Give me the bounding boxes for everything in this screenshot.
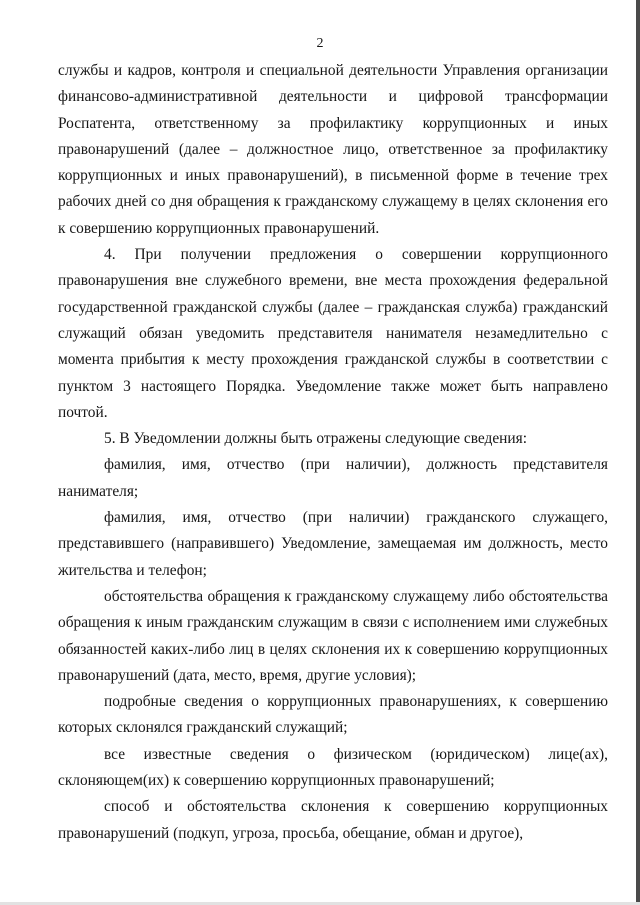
paragraph-item-5: 5. В Уведомлении должны быть отражены следующие сведения: — [104, 430, 528, 448]
list-item-employee-details: фамилия, имя, отчество (при наличии) гражданского служащего, представившего (направившего) Уведомление, замещаемая им должность, место жительства и телефон; — [58, 509, 608, 579]
list-item-offense-details: подробные сведения о коррупционных правонарушениях, к совершению которых склонялся гражданский служащий; — [58, 693, 608, 737]
document-body — [58, 58, 608, 847]
paragraph-continuation: службы и кадров, контроля и специальной деятельности Управления организации финансово-административной деятельности и цифровой трансформации Роспатента, ответственному за профилактику коррупционных и иных правонарушений (далее – должностное лицо, ответственное за профилактику коррупционных и иных правонарушений), в письменной форме в течение трех рабочих дней со дня обращения к гражданскому служащему в целях склонения его к совершению коррупционных правонарушений. — [58, 62, 608, 237]
page-number: 2 — [316, 36, 324, 51]
scan-edge-shadow — [636, 0, 640, 905]
list-item-employer-representative: фамилия, имя, отчество (при наличии), должность представителя нанимателя; — [58, 456, 608, 500]
paragraph-item-4: 4. При получении предложения о совершении коррупционного правонарушения вне служебного времени, вне места прохождения федеральной государственной гражданской службы (далее – гражданская служба) гражданский служащий обязан уведомить представителя нанимателя незамедлительно с момента прибытия к месту прохождения гражданской службы в соответствии с пунктом 3 настоящего Порядка. Уведомление также может быть направлено почтой. — [58, 246, 608, 421]
list-item-persons-info: все известные сведения о физическом (юридическом) лице(ах), склоняющем(их) к совершению коррупционных правонарушений; — [58, 745, 608, 790]
list-item-method: способ и обстоятельства склонения к совершению коррупционных правонарушений (подкуп, угроза, просьба, обещание, обман и другое), — [58, 798, 608, 842]
list-item-circumstances: обстоятельства обращения к гражданскому служащему либо обстоятельства обращения к иным гражданским служащим в связи с исполнением ими служебных обязанностей каких-либо лиц в целях склонения их к совершению коррупционных правонарушений (дата, место, время, другие условия); — [58, 587, 608, 684]
